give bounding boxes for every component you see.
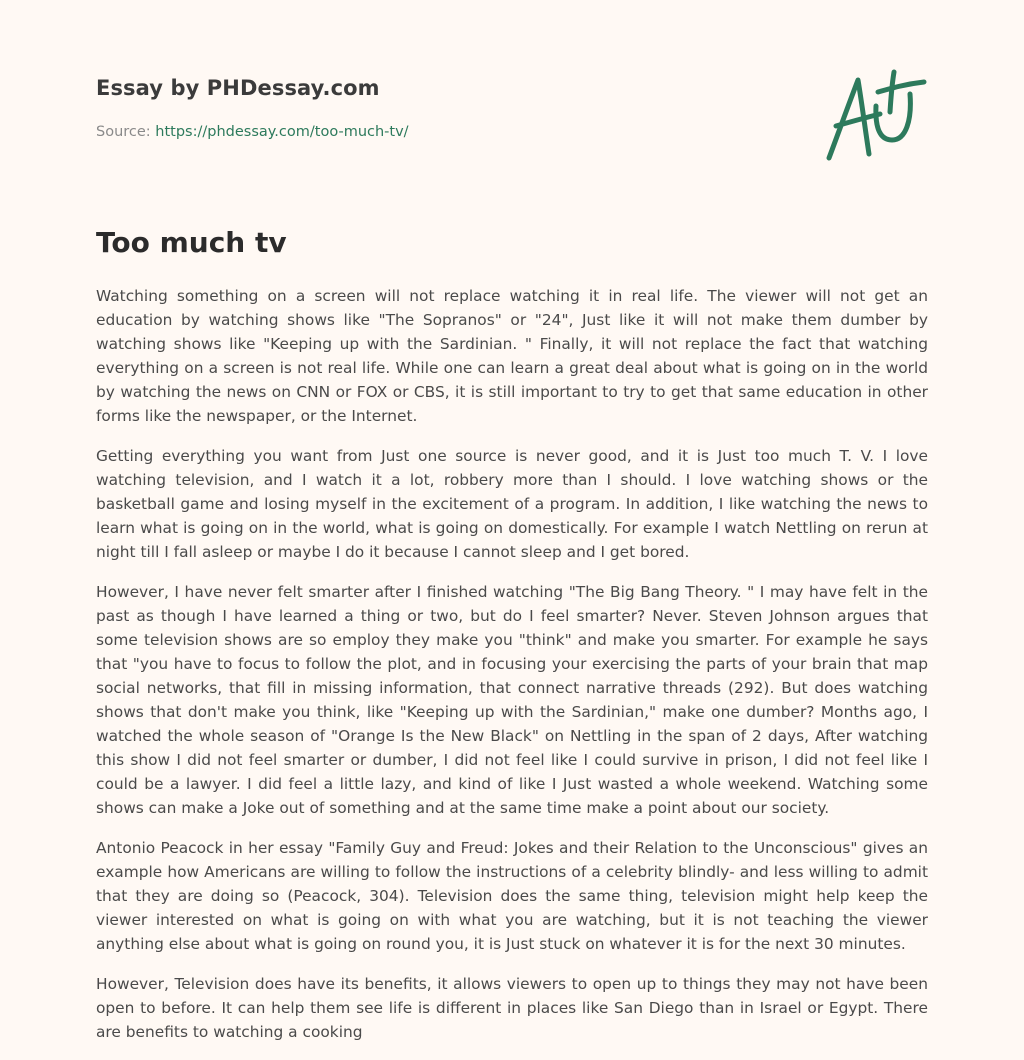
essay-paragraph: Watching something on a screen will not replace watching it in real life. The viewer will not get an education by watching shows like "The Sopranos" or "24", Just like it will not make them dumber by watching shows like "Keeping up with the Sardinian. " Finally, it will not replace the fact that watching everything on a screen is not real life. While one can learn a great deal about what is going on in the world by watching the news on CNN or FOX or CBS, it is still important to try to get that same education in other forms like the newspaper, or the Internet. <box>96 287 928 425</box>
site-title: Essay by PHDessay.com <box>96 76 380 100</box>
essay-paragraph: Antonio Peacock in her essay "Family Guy and Freud: Jokes and their Relation to the Unconscious" gives an example how Americans are willing to follow the instructions of a celebrity blindly- and less willing to admit that they are doing so (Peacock, 304). Television does the same thing, television might help keep the viewer interested on what is going on with what you are watching, but it is not teaching the viewer anything else about what is going on round you, it is Just stuck on whatever it is for the next 30 minutes. <box>96 839 928 953</box>
essay-title: Too much tv <box>96 226 287 259</box>
source-link[interactable]: https://phdessay.com/too-much-tv/ <box>155 124 409 140</box>
source-label: Source: <box>96 124 156 140</box>
essay-paragraph: However, Television does have its benefits, it allows viewers to open up to things they may not have been open to before. It can help them see life is different in places like San Diego than in Israel or Egypt. There are benefits to watching a cooking <box>96 975 928 1041</box>
essay-paragraph: Getting everything you want from Just one source is never good, and it is Just too much T. V. I love watching television, and I watch it a lot, robbery more than I should. I love watching shows or the basketball game and losing myself in the excitement of a program. In addition, I like watching the news to learn what is going on in the world, what is going on domestically. For example I watch Nettling on rerun at night till I fall asleep or maybe I do it because I cannot sleep and I get bored. <box>96 447 928 561</box>
essay-body <box>96 284 928 1060</box>
a-plus-logo-icon <box>820 68 930 166</box>
source-line <box>96 124 409 140</box>
essay-paragraph: However, I have never felt smarter after I finished watching "The Big Bang Theory. " I may have felt in the past as though I have learned a thing or two, but do I feel smarter? Never. Steven Johnson argues that some television shows are so employ they make you "think" and make you smarter. For example he says that "you have to focus to follow the plot, and in focusing your exercising the parts of your brain that map social networks, that fill in missing information, that connect narrative threads (292). But does watching shows that don't make you think, like "Keeping up with the Sardinian," make one dumber? Months ago, I watched the whole season of "Orange Is the New Black" on Nettling in the span of 2 days, After watching this show I did not feel smarter or dumber, I did not feel like I could survive in prison, I did not feel like I could be a lawyer. I did feel a little lazy, and kind of like I Just wasted a whole weekend. Watching some shows can make a Joke out of something and at the same time make a point about our society. <box>96 583 928 817</box>
